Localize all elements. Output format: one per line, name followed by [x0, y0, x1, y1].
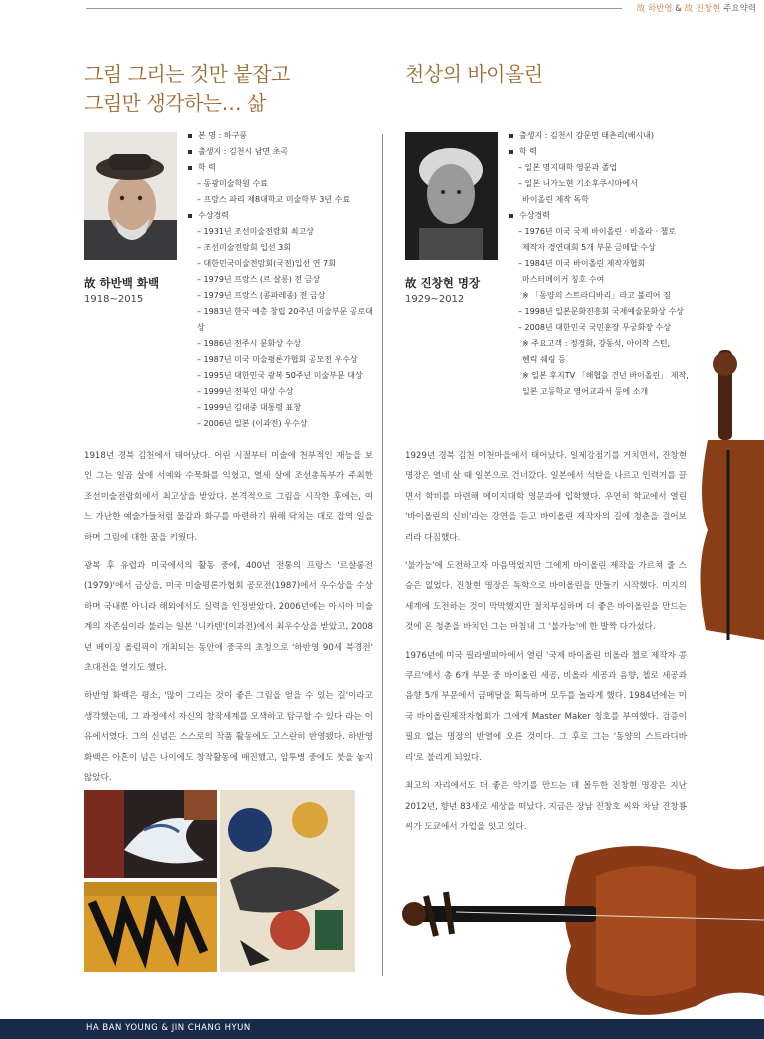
left-person-years: 1918~2015: [84, 294, 144, 305]
left-body-text: [84, 446, 373, 797]
violin-lying-image: [396, 836, 764, 1016]
header-rule: [86, 8, 622, 9]
profile-item: – 1987년 미국 미술평론가협회 공모전 우수상: [197, 355, 358, 364]
profile-item: – 일본 명지대학 영문과 졸업: [518, 163, 618, 172]
profile-item: – 프랑스 파리 제8대학교 미술학부 3년 수료: [197, 195, 351, 204]
profile-item: – 1986년 전주시 문화상 수상: [197, 339, 302, 348]
body-paragraph: 최고의 자리에서도 더 좋은 악기를 만드는 데 몰두한 진창현 명장은 지난 2012년, 향년 83세로 세상을 떠났다. 지금은 장남 진창호 씨와 차남 진창룡 씨가 도쿄에서 가업을 잇고 있다.: [405, 781, 687, 832]
profile-item: 바이올린 제작 독학: [522, 195, 589, 204]
right-profile-list: [508, 128, 694, 400]
profile-item: – 대한민국미술전람회(국전)입선 연 7회: [197, 259, 336, 268]
body-paragraph: 1918년 경북 김천에서 태어났다. 어린 시절부터 미술에 천부적인 재능을 보인 그는 일곱 살에 서예와 수묵화를 익혔고, 열세 살에 조선총독부가 주최한 조선미술전람회에서 최고상을 받았다. 본격적으로 그림을 시작한 후에는, 여느 가난한 예술가들처럼 물감과 화구를 마련하기 위해 닥치는 대로 잡역 일을 하며 그림에 대한 꿈을 키웠다.: [84, 451, 373, 543]
profile-item: – 조선미술전람회 입선 3회: [197, 243, 291, 252]
profile-item: – 1984년 미국 바이올린 제작자협회: [518, 259, 646, 268]
profile-item: – 1999년 김대중 대통령 표창: [197, 403, 302, 412]
profile-item: 본 명 : 하구풍: [187, 128, 377, 144]
left-article-title: [84, 60, 354, 118]
body-paragraph: 1929년 경북 김천 이천마을에서 태어났다. 일제강점기를 거치면서, 진창현 명장은 열네 살 때 일본으로 건너갔다. 일본에서 석탄을 나르고 인력거를 끌면서 학비를 마련해 메이지대학 영문과에 입학했다. 우연히 학교에서 열린 '바이올린의 신비'라는 강연을 듣고 바이올린 제작자의 길에 청춘을 걸어보리라 다짐했다.: [405, 451, 687, 543]
left-person-name: 故 하반백 화백: [84, 276, 160, 290]
header-suffix: 주요약력: [723, 4, 756, 14]
header-name-1: 故 하반영: [636, 4, 673, 14]
painting-black-strokes: [84, 882, 217, 972]
painting-white-bird: [84, 790, 217, 878]
profile-item: 학 력: [508, 144, 694, 160]
profile-item: – 1979년 프랑스 (콩파레종) 전 금상: [197, 291, 326, 300]
profile-item: ※ 주요고객 : 정경화, 강동석, 아이작 스턴,: [522, 339, 671, 348]
body-paragraph: '불가능'에 도전하고자 마음먹었지만 그에게 바이올린 제작을 가르쳐 줄 스승은 없었다. 진창현 명장은 독학으로 바이올린을 만들기 시작했다. 미지의 세계에 도전하는 것이 막막했지만 절치부심하며 더 좋은 바이올린을 만드는 것에 온 청춘을 바치던 그는 마침내 그 '불가능'에 한 발짝 다가섰다.: [405, 561, 687, 633]
painting-abstract-collage: [220, 790, 355, 972]
right-body-text: [405, 446, 687, 845]
violin-upright-image: [688, 350, 764, 650]
header-amp: &: [675, 4, 682, 14]
profile-item: 헨릭 쉐링 등: [522, 355, 566, 364]
profile-item: – 1999년 전북인 대상 수상: [197, 387, 294, 396]
jin-changhyun-portrait: [405, 132, 498, 260]
profile-item: ※ 일본 후지TV 「해협을 건넌 바이올린」 제작,: [522, 371, 689, 380]
profile-item: – 1995년 대한민국 광복 50주년 미술부문 대상: [197, 371, 363, 380]
profile-item: – 1983년 한국 예총 창립 20주년 미술부문 공로대상: [197, 307, 373, 332]
footer-text: HA BAN YOUNG & JIN CHANG HYUN: [86, 1023, 251, 1033]
header-name-2: 故 진창현: [684, 4, 721, 14]
body-paragraph: 광복 후 유럽과 미국에서의 활동 중에, 400년 전통의 프랑스 '르살롱전(1979)'에서 금상을, 미국 미술평론가협회 공모전(1987)에서 우수상을 수상하며 국내뿐 아니라 해외에서도 실력을 인정받았다. 2006년에는 아시아 미술계의 자존심이라 불리는 일본 '니카텐'(이과전)에서 최우수상을 받았고, 2008년 베이징 올림픽이 개최되는 동안에 중국의 초청으로 '하반영 90세 북경전' 초대전을 열기도 했다.: [84, 561, 373, 674]
profile-item: – 1976년 미국 국제 바이올린 · 비올라 · 첼로: [518, 227, 676, 236]
profile-item: 수상경력: [187, 208, 377, 224]
column-divider: [382, 134, 383, 976]
profile-item: – 동광미술학원 수료: [197, 179, 268, 188]
profile-item: ※ 「동양의 스트라디바리」라고 불리어 짐: [522, 291, 671, 300]
right-article-title: 천상의 바이올린: [405, 62, 543, 86]
profile-item: 출생지 : 김천시 감문면 태촌리(배시내): [508, 128, 694, 144]
profile-item: – 1931년 조선미술전람회 최고상: [197, 227, 314, 236]
profile-item: – 일본 니가노현 기소후쿠시마에서: [518, 179, 638, 188]
profile-item: 학 력: [187, 160, 377, 176]
profile-item: 수상경력: [508, 208, 694, 224]
left-title-line-2: 그림만 생각하는… 삶: [84, 91, 266, 115]
left-title-line-1: 그림 그리는 것만 붙잡고: [84, 62, 290, 86]
profile-item: – 2006년 일본 (이과전) 우수상: [197, 419, 308, 428]
right-person-years: 1929~2012: [405, 294, 465, 305]
ha-banyoung-portrait: [84, 132, 177, 260]
profile-item: 일본 고등학교 영어교과서 등에 소개: [522, 387, 649, 396]
profile-item: 제작자 경연대회 5개 부문 금메달 수상: [522, 243, 656, 252]
section-header: [637, 2, 756, 14]
body-paragraph: 하반영 화백은 평소, '많이 그리는 것이 좋은 그림을 얻을 수 있는 길'이라고 생각했는데, 그 과정에서 자신의 창작세계를 모색하고 탐구할 수 있다 라는 이유에서였다. 그의 신념은 스스로의 작품 활동에도 고스란히 반영됐다. 하반영 화백은 아흔이 넘은 나이에도 창작활동에 매진했고, 암투병 중에도 붓을 놓지 않았다.: [84, 691, 373, 784]
profile-item: 출생지 : 김천시 남면 초곡: [187, 144, 377, 160]
profile-item: – 1998년 일본문화진흥회 국제예술문화상 수상: [518, 307, 684, 316]
footer-bar: [0, 1019, 764, 1039]
profile-item: – 1979년 프랑스 (르 살롱) 전 금상: [197, 275, 321, 284]
profile-item: – 2008년 대한민국 국민훈장 무궁화장 수상: [518, 323, 671, 332]
right-person-name: 故 진창현 명장: [405, 276, 481, 290]
left-profile-list: [187, 128, 377, 432]
profile-item: 마스터메이커 칭호 수여: [522, 275, 605, 284]
body-paragraph: 1976년에 미국 필라델피아에서 열린 '국제 바이올린 비올라 첼로 제작자 콩쿠르'에서 총 6개 부문 중 바이올린 세공, 비올라 세공과 음향, 첼로 세공과 음향 5개 부문에서 금메달을 획득하며 모두를 놀라게 했다. 1984년에는 미국 바이올린제작자협회가 그에게 Master Maker 칭호를 부여했다. 검증이 필요 없는 명장의 반열에 오른 것이다. 그 후로 그는 '동양의 스트라디바리'로 불리게 되었다.: [405, 650, 687, 763]
